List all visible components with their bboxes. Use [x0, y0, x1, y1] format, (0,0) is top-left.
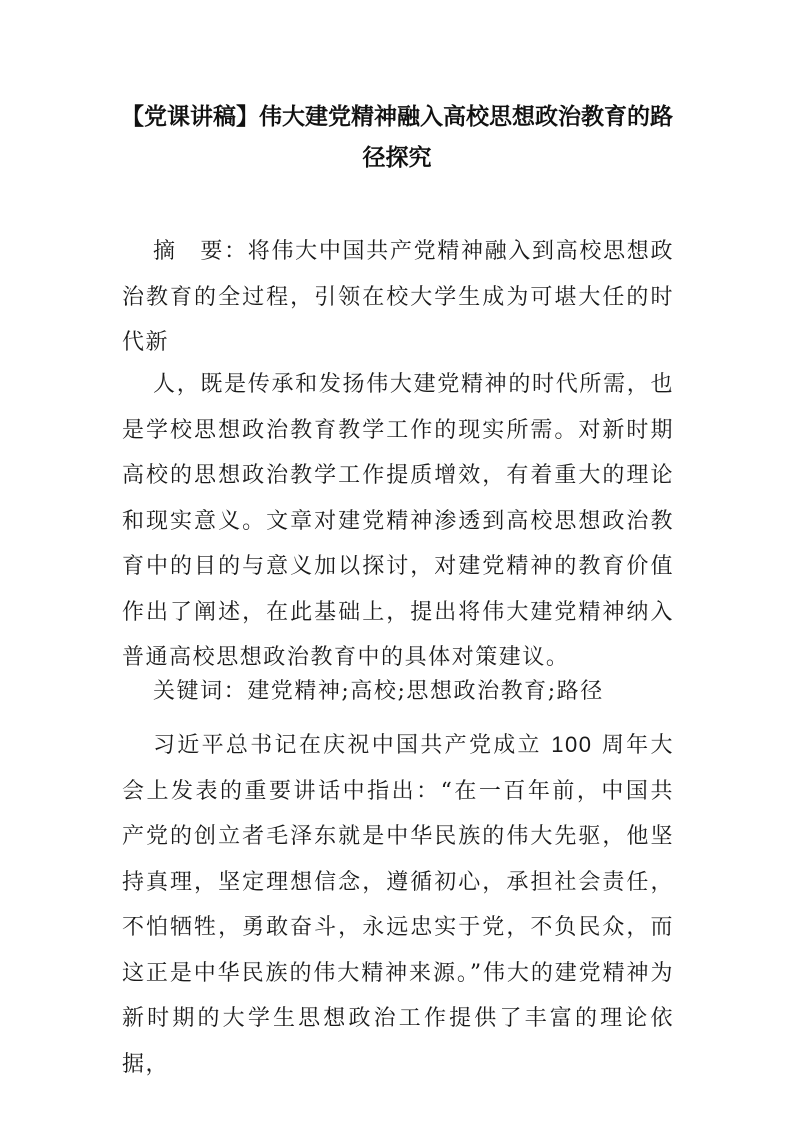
abstract-paragraph-1: 摘 要：将伟大中国共产党精神融入到高校思想政治教育的全过程，引领在校大学生成为可堪大任的时代新	[122, 239, 674, 355]
body-intro-text: 习近平总书记在庆祝中国共产党成立	[153, 733, 542, 758]
keywords-paragraph: 关键词：建党精神;高校;思想政治教育;路径	[153, 679, 604, 704]
anniversary-number: 100	[551, 732, 593, 757]
body-rest-text: 周年大会上发表的重要讲话中指出：“在一百年前，中国共产党的创立者毛泽东就是中华民族的伟大先驱，他坚持真理，坚定理想信念，遵循初心，承担社会责任，不怕牺牲，勇敢奋斗，永远忠实于党，不负民众，而这正是中华民族的伟大精神来源。”伟大的建党精神为新时期的大学生思想政治工作提供了丰富的理论依据，	[122, 733, 675, 1077]
document-title: 【党课讲稿】伟大建党精神融入高校思想政治教育的路径探究	[121, 104, 673, 171]
body-paragraph	[122, 722, 674, 1087]
abstract-paragraph-2: 人，既是传承和发扬伟大建党精神的时代所需，也是学校思想政治教育教学工作的现实所需。对新时期高校的思想政治教学工作提质增效，有着重大的理论和现实意义。文章对建党精神渗透到高校思想政治教育中的目的与意义加以探讨，对建党精神的教育价值作出了阐述，在此基础上，提出将伟大建党精神纳入普通高校思想政治教育中的具体对策建议。	[122, 372, 674, 670]
